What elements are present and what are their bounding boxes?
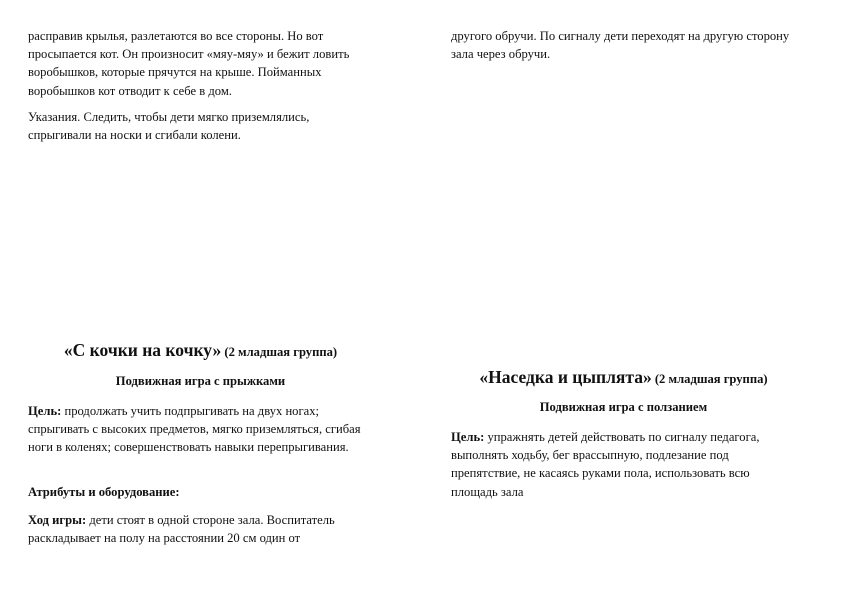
game-title-nasedka	[451, 367, 796, 388]
game-title-text: «С кочки на кочку»	[63, 340, 222, 360]
game-group-text: (2 младшая группа)	[221, 345, 338, 359]
attributes-paragraph	[28, 483, 373, 501]
course-text: дети стоят в одной стороне зала. Воспитатель раскладывает на полу на расстоянии 20 см один от	[28, 513, 335, 546]
course-label: Ход игры:	[28, 513, 87, 527]
game-title-text: «Наседка и цыплята»	[479, 367, 652, 387]
game-title-kochka	[28, 340, 373, 361]
goal-paragraph	[28, 402, 373, 457]
goal-label: Цель:	[28, 404, 62, 418]
right-paragraph-continuation: другого обручи. По сигналу дети переходят на другую сторону зала через обручи.	[451, 29, 790, 62]
goal-text: упражнять детей действовать по сигналу педагога, выполнять ходьбу, бег врассыпную, подлезание под препятствие, не касаясь руками пола, использовать всю площадь зала	[451, 430, 760, 499]
goal-paragraph	[451, 428, 796, 501]
game-group-text: (2 младшая группа)	[651, 372, 768, 386]
left-paragraph-instructions: Указания. Следить, чтобы дети мягко приземлялись, спрыгивали на носки и сгибали колени.	[28, 110, 310, 143]
game-subtitle: Подвижная игра с прыжками	[115, 374, 286, 388]
goal-label: Цель:	[451, 430, 485, 444]
goal-text: продолжать учить подпрыгивать на двух ногах; спрыгивать с высоких предметов, мягко приземляться, сгибая ноги в коленях; совершенствовать навыки перепрыгивания.	[28, 404, 361, 455]
game-subtitle: Подвижная игра с ползанием	[539, 400, 708, 414]
left-paragraph-story: расправив крылья, разлетаются во все стороны. Но вот просыпается кот. Он произносит «мяу-мяу» и бежит ловить воробышков, которые прячутся на крыше. Пойманных воробышков кот отводит к себе в дом.	[28, 29, 350, 98]
attributes-label: Атрибуты и оборудование:	[28, 485, 180, 499]
course-paragraph	[28, 511, 373, 547]
